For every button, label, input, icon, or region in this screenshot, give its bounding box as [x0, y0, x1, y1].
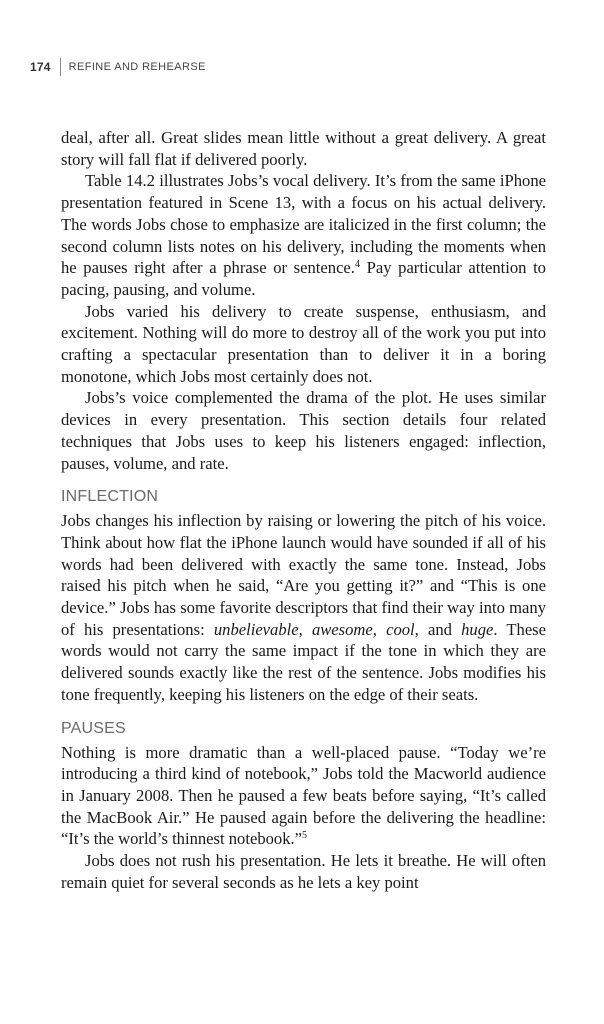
- section-heading-inflection: INFLECTION: [61, 488, 159, 506]
- italic-term: unbelievable: [213, 619, 299, 639]
- running-title: REFINE AND REHEARSE: [68, 61, 206, 73]
- page-body: [61, 127, 546, 894]
- paragraph-text: Table 14.2 illustrates Jobs’s vocal delivery. It’s from the same iPhone presentation featured in Scene 13, with a focus on his actual delivery. The words Jobs chose to emphasize are italicized in the first column; the second column lists notes on his delivery, including the moments when he pauses right after a phrase or sentence.: [61, 171, 546, 278]
- paragraph-table-intro: [61, 170, 546, 300]
- paragraph-pauses-continued: Jobs does not rush his presentation. He lets it breathe. He will often remain quiet for several seconds as he lets a key point: [61, 851, 546, 892]
- footnote-ref-4: 4: [354, 259, 360, 271]
- paragraph-techniques: Jobs’s voice complemented the drama of the plot. He uses similar devices in every presentation. This section details four related techniques that Jobs uses to keep his listeners engaged: inflection, pauses, volume, and rate.: [61, 388, 546, 473]
- separator: ,: [298, 619, 312, 639]
- paragraph-text: Jobs changes his inflection by raising or lowering the pitch of his voice. Think about how flat the iPhone launch would have sounded if all of his words had been delivered with exactly the same tone. Instead, Jobs raised his pitch when he said, “Are you getting it?” and “This is one device.” Jobs has some favorite descriptors that find their way into many of his presentations:: [61, 511, 546, 639]
- running-head: [30, 58, 206, 76]
- paragraph-delivery: Jobs varied his delivery to create suspense, enthusiasm, and excitement. Nothing will do more to destroy all of the work you put into crafting a spectacular presentation than to deliver it in a boring monotone, which Jobs most certainly does not.: [61, 301, 546, 386]
- footnote-ref-5: 5: [302, 830, 308, 842]
- paragraph-text: . These words would not carry the same impact if the tone in which they are delivered sounds exactly like the rest of the sentence. Jobs modifies his tone frequently, keeping his listeners on the edge of their seats.: [61, 619, 547, 704]
- paragraph-inflection: [61, 510, 546, 705]
- header-divider: [60, 58, 61, 76]
- italic-term: huge: [461, 619, 494, 639]
- separator: , and: [414, 619, 462, 639]
- paragraph-text: Nothing is more dramatic than a well-placed pause. “Today we’re introducing a third kind of notebook,” Jobs told the Macworld audience in January 2008. Then he paused a few beats before saying, “It’s called the MacBook Air.” He paused again before the delivering the headline: “It’s the world’s thinnest notebook.”: [61, 742, 546, 849]
- italic-term: awesome: [311, 619, 373, 639]
- section-heading-pauses: PAUSES: [61, 719, 126, 737]
- page-number: 174: [30, 60, 51, 74]
- paragraph-text: Pay particular attention to pacing, pausing, and volume.: [61, 258, 546, 299]
- paragraph-pauses: [61, 742, 546, 851]
- paragraph-continued: deal, after all. Great slides mean little without a great delivery. A great story will fall flat if delivered poorly.: [61, 128, 546, 169]
- italic-term: cool: [386, 619, 415, 639]
- separator: ,: [372, 619, 387, 639]
